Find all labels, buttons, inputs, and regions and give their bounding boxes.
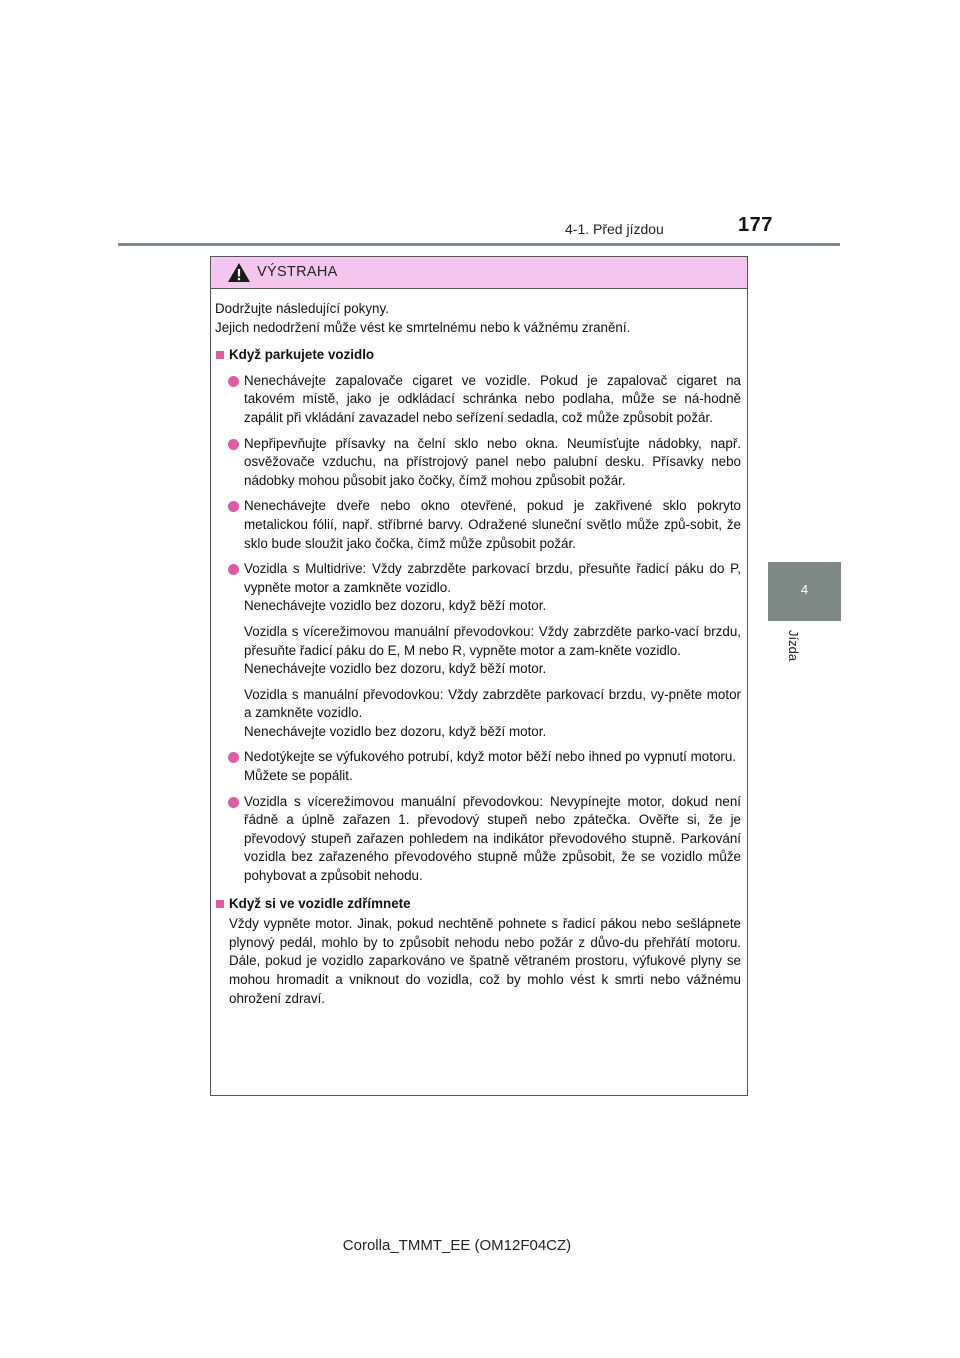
bullet-text: Nenechávejte vozidlo bez dozoru, když běží motor. bbox=[244, 598, 547, 614]
bullet-item bbox=[215, 748, 741, 785]
chapter-tab bbox=[768, 562, 841, 621]
paragraph-text: Vždy vypněte motor. Jinak, pokud nechtěně pohnete s řadicí pákou nebo sešlápnete plynový pedál, mohlo by to způsobit nehodu nebo požár z důvo-du přehřátí motoru. Dále, pokud je vozidlo zaparkováno ve špatně větraném prostoru, výfukové plyny se mohou hromadit a vniknout do vozidla, což by mohlo vést k smrti nebo vážnému ohrožení zdraví. bbox=[229, 916, 741, 1006]
warning-box bbox=[210, 256, 748, 1096]
bullet-text: Můžete se popálit. bbox=[244, 768, 353, 784]
footer-doc-id: Corolla_TMMT_EE (OM12F04CZ) bbox=[342, 1237, 572, 1254]
chapter-number: 4 bbox=[800, 582, 809, 597]
paragraph-text: Vozidla s manuální převodovkou: Vždy zabrzděte parkovací brzdu, vy-pněte motor a zamkněte vozidlo. bbox=[244, 686, 741, 721]
bullet-text: Vozidla s Multidrive: Vždy zabrzděte parkovací brzdu, přesuňte řadicí páku do P, vypněte motor a zamkněte vozidlo. bbox=[244, 561, 741, 595]
paragraph bbox=[215, 686, 741, 742]
paragraph bbox=[215, 623, 741, 679]
bullet-text: Nedotýkejte se výfukového potrubí, když motor běží nebo ihned po vypnutí motoru. bbox=[244, 749, 737, 765]
warning-header bbox=[211, 257, 747, 289]
bullet-text: Vozidla s vícerežimovou manuální převodovkou: Nevypínejte motor, dokud není řádně a úplně zařazen 1. převodový stupeň nebo zpátečka. Ověřte si, že je převodový stupeň zařazen pohledem na indikátor převodového stupně. Parkování vozidla bez zařazeného převodového stupně může způsobit, že se vozidlo může pohybovat a způsobit nehodu. bbox=[244, 793, 741, 884]
section-heading-nap: Když si ve vozidle zdřímnete bbox=[215, 895, 741, 914]
warning-title: VÝSTRAHA bbox=[257, 264, 338, 280]
paragraph-text: Nenechávejte vozidlo bez dozoru, když běží motor. bbox=[244, 723, 547, 739]
warning-intro bbox=[215, 300, 741, 337]
warning-body bbox=[211, 300, 747, 1008]
bullet-item bbox=[215, 560, 741, 616]
bullet-text: Nenechávejte dveře nebo okno otevřené, pokud je zakřivené sklo pokryto metalickou fólií, např. stříbrné barvy. Odražené sluneční světlo může způ-sobit, že sklo bude sloužit jako čočka, čímž může způsobit požár. bbox=[244, 498, 741, 551]
bullet-text: Nepřipevňujte přísavky na čelní sklo nebo okna. Neumísťujte nádobky, např. osvěžovače vzduchu, na přístrojový panel nebo palubní desku. Přísavky nebo nádobky mohou působit jako čočky, čímž mohou způsobit požár. bbox=[244, 435, 741, 488]
header-rule bbox=[118, 243, 840, 246]
chapter-label: Jízda bbox=[786, 630, 801, 662]
section-heading-parking: Když parkujete vozidlo bbox=[215, 346, 741, 365]
section-title: 4-1. Před jízdou bbox=[565, 221, 664, 237]
intro-line: Dodržujte následující pokyny. bbox=[215, 301, 389, 316]
bullet-text: Nenechávejte zapalovače cigaret ve vozidle. Pokud je zapalovač cigaret na takovém místě, jako je odkládací schránka nebo podlaha, může se ná-hodně zapálit při vkládání zavazadel nebo seřízení sedadla, což může způsobit požár. bbox=[244, 372, 741, 425]
bullet-item bbox=[215, 793, 741, 886]
paragraph-text: Nenechávejte vozidlo bez dozoru, když běží motor. bbox=[244, 661, 547, 677]
bullet-item bbox=[215, 497, 741, 553]
page-number: 177 bbox=[738, 214, 773, 236]
bullet-item bbox=[215, 372, 741, 428]
paragraph bbox=[215, 915, 741, 1008]
intro-line: Jejich nedodržení může vést ke smrtelnému nebo k vážnému zranění. bbox=[215, 319, 631, 335]
warning-triangle-icon bbox=[227, 262, 251, 283]
bullet-item bbox=[215, 435, 741, 491]
paragraph-text: Vozidla s vícerežimovou manuální převodovkou: Vždy zabrzděte parko-vací brzdu, přesuňte řadicí páku do E, M nebo R, vypněte motor a zam-kněte vozidlo. bbox=[244, 623, 741, 658]
